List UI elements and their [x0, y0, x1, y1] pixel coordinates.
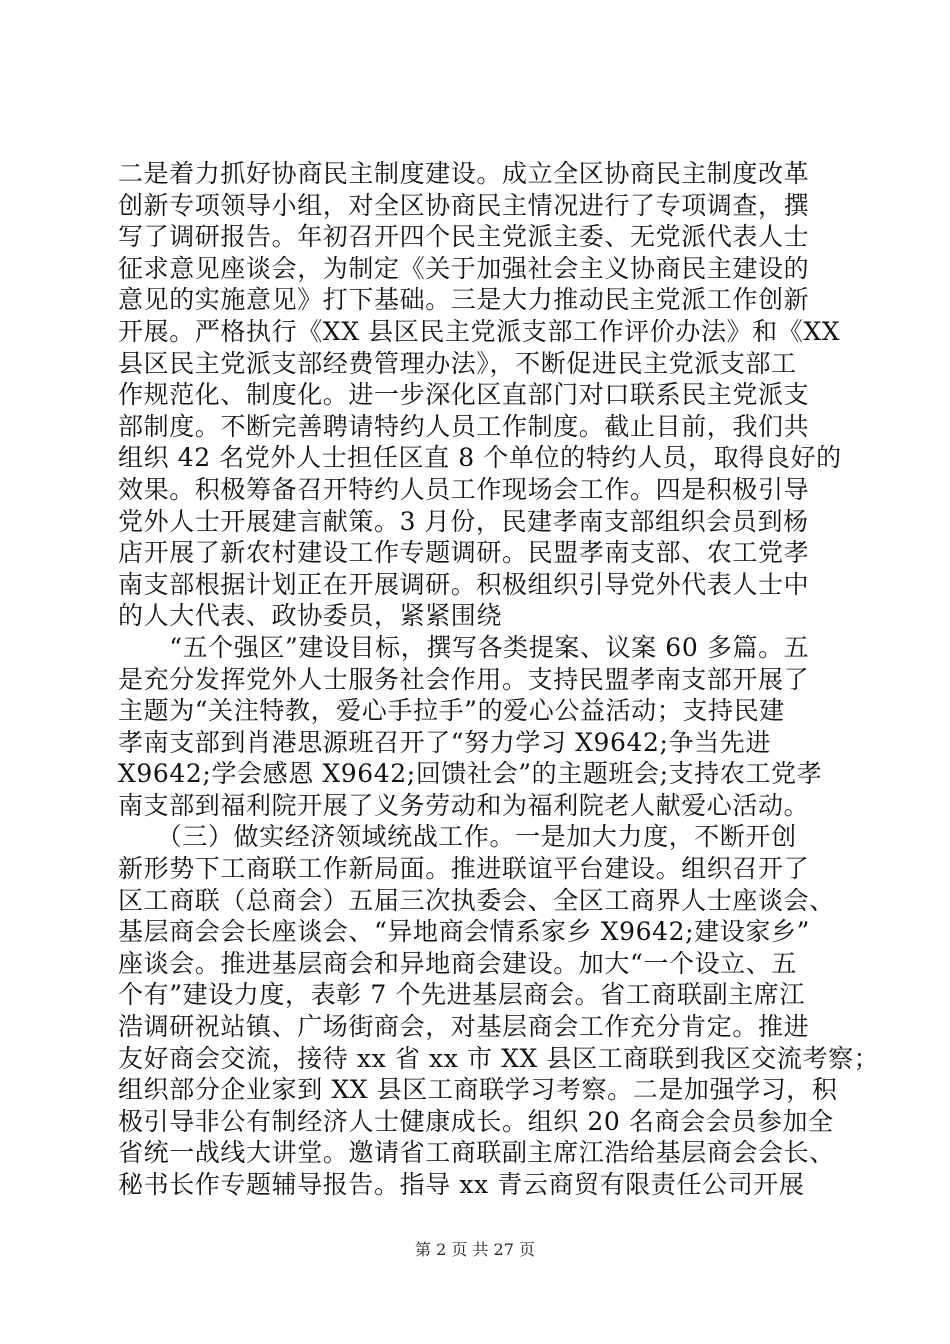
text-line: 基层商会会长座谈会、“异地商会情系家乡 X9642;建设家乡” — [118, 917, 810, 947]
text-line: 南支部到福利院开展了义务劳动和为福利院老人献爱心活动。 — [118, 790, 810, 820]
text-line: 店开展了新农村建设工作专题调研。民盟孝南支部、农工党孝 — [118, 538, 810, 568]
text-line: “五个强区”建设目标，撰写各类提案、议案 60 多篇。五 — [118, 632, 810, 662]
body-text — [118, 158, 880, 1201]
text-line: 党外人士开展建言献策。3 月份，民建孝南支部组织会员到杨 — [118, 506, 809, 536]
text-line: 的人大代表、政协委员，紧紧围绕 — [118, 601, 503, 631]
text-line: 座谈会。推进基层商会和异地商会建设。加大“一个设立、五 — [118, 948, 797, 978]
text-line: 新形势下工商联工作新局面。推进联谊平台建设。组织召开了 — [118, 854, 810, 884]
text-line: 个有”建设力度，表彰 7 个先进基层商会。省工商联副主席江 — [118, 980, 805, 1010]
text-line: 是充分发挥党外人士服务社会作用。支持民盟孝南支部开展了 — [118, 664, 810, 694]
text-line: 区工商联（总商会）五届三次执委会、全区工商界人士座谈会、 — [118, 885, 835, 915]
text-line: 写了调研报告。年初召开四个民主党派主委、无党派代表人士 — [118, 222, 810, 252]
text-line: （三）做实经济领域统战工作。一是加大力度，不断开创 — [118, 822, 797, 852]
text-line: 省统一战线大讲堂。邀请省工商联副主席江浩给基层商会会长、 — [118, 1138, 835, 1168]
text-line: 孝南支部到肖港思源班召开了“努力学习 X9642;争当先进 — [118, 727, 771, 757]
text-line: 意见的实施意见》打下基础。三是大力推动民主党派工作创新 — [118, 285, 810, 315]
page-footer: 第 2 页 共 27 页 — [415, 1240, 535, 1259]
text-line: X9642;学会感恩 X9642;回馈社会”的主题班会;支持农工党孝 — [118, 759, 823, 789]
text-line: 创新专项领导小组，对全区协商民主情况进行了专项调查，撰 — [118, 190, 810, 220]
text-line: 南支部根据计划正在开展调研。积极组织引导党外代表人士中 — [118, 569, 810, 599]
text-line: 组织部分企业家到 XX 县区工商联学习考察。二是加强学习，积 — [118, 1075, 838, 1105]
text-line: 浩调研祝站镇、广场街商会，对基层商会工作充分肯定。推进 — [118, 1012, 810, 1042]
text-line: 征求意见座谈会，为制定《关于加强社会主义协商民主建设的 — [118, 253, 810, 283]
text-line: 作规范化、制度化。进一步深化区直部门对口联系民主党派支 — [118, 380, 810, 410]
text-line: 组织 42 名党外人士担任区直 8 个单位的特约人员，取得良好的 — [118, 443, 842, 473]
text-line: 极引导非公有制经济人士健康成长。组织 20 名商会会员参加全 — [118, 1106, 834, 1136]
text-line: 部制度。不断完善聘请特约人员工作制度。截止目前，我们共 — [118, 411, 810, 441]
text-line: 秘书长作专题辅导报告。指导 xx 青云商贸有限责任公司开展 — [118, 1170, 805, 1199]
text-line: 效果。积极筹备召开特约人员工作现场会工作。四是积极引导 — [118, 474, 810, 504]
text-line: 县区民主党派支部经费管理办法》，不断促进民主党派支部工 — [118, 348, 797, 378]
text-line: 开展。严格执行《XX 县区民主党派支部工作评价办法》和《XX — [118, 316, 841, 346]
text-line: 主题为“关注特教，爱心手拉手”的爱心公益活动；支持民建 — [118, 696, 785, 726]
text-line: 二是着力抓好协商民主制度建设。成立全区协商民主制度改革 — [118, 159, 810, 188]
text-line: 友好商会交流，接待 xx 省 xx 市 XX 县区工商联到我区交流考察； — [118, 1043, 880, 1073]
